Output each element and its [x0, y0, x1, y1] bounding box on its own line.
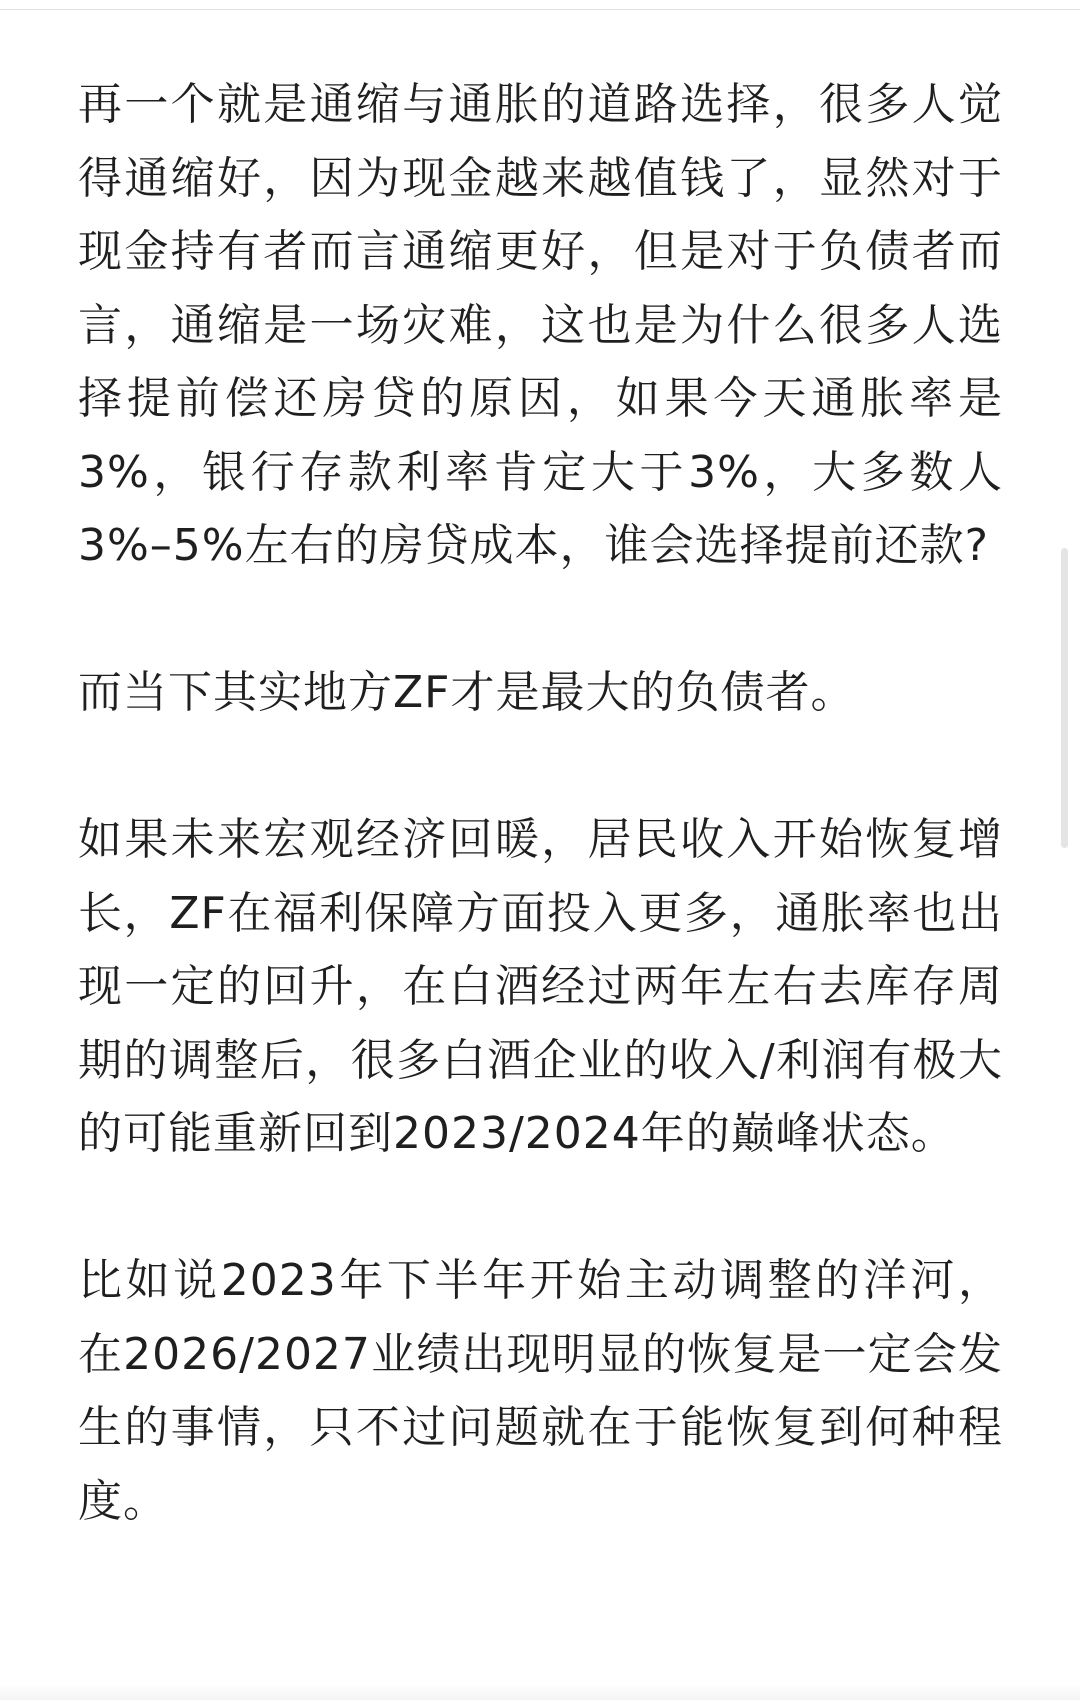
article-body — [78, 68, 1003, 1538]
paragraph-deflation-inflation: 再一个就是通缩与通胀的道路选择，很多人觉得通缩好，因为现金越来越值钱了，显然对于现金持有者而言通缩更好，但是对于负债者而言，通缩是一场灾难，这也是为什么很多人选择提前偿还房贷的原因，如果今天通胀率是3%，银行存款利率肯定大于3%，大多数人3%–5%左右的房贷成本，谁会选择提前还款? — [78, 79, 1003, 571]
paragraph-spacer — [78, 730, 1003, 804]
scrollbar-thumb[interactable] — [1061, 548, 1068, 848]
top-divider — [0, 0, 1080, 10]
paragraph-yanghe-example: 比如说2023年下半年开始主动调整的洋河，在2026/2027业绩出现明显的恢复是一定会发生的事情，只不过问题就在于能恢复到何种程度。 — [78, 1255, 1003, 1527]
paragraph-spacer — [78, 583, 1003, 657]
paragraph-local-government-debt: 而当下其实地方ZF才是最大的负债者。 — [78, 667, 856, 718]
paragraph-spacer — [78, 1171, 1003, 1245]
paragraph-economic-recovery: 如果未来宏观经济回暖，居民收入开始恢复增长，ZF在福利保障方面投入更多，通胀率也出现一定的回升，在白酒经过两年左右去库存周期的调整后，很多白酒企业的收入/利润有极大的可能重新回到2023/2024年的巅峰状态。 — [78, 814, 1003, 1159]
bottom-edge — [0, 1684, 1080, 1700]
